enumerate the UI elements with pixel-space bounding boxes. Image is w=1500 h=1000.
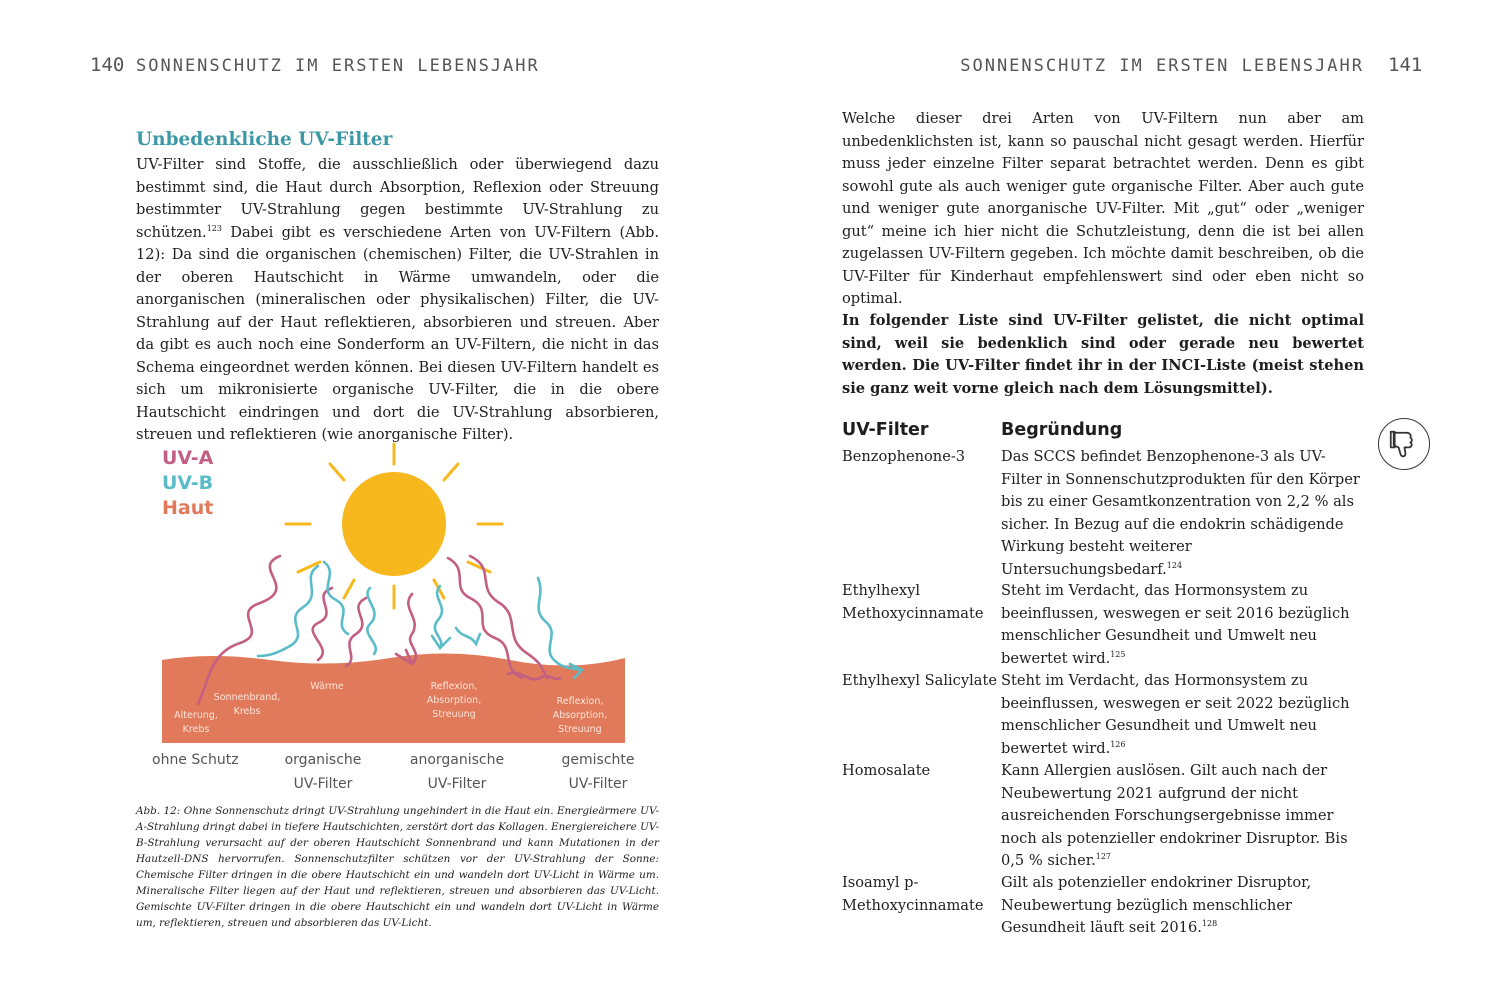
table-row-5-reason [1001, 872, 1363, 940]
table-row-3-filter: Ethylhexyl Salicylate [842, 672, 997, 689]
right-bold-paragraph: In folgender Liste sind UV-Filter gelistet, die nicht optimal sind, weil sie bedenklich sind oder gerade neu bewertet werden. Die UV-Filter findet ihr in der INCI-Liste (meist stehen sie ganz weit vorne gleich nach dem Lösungsmittel). [842, 312, 1364, 397]
table-header-filter: UV-Filter [842, 420, 929, 440]
table-row-4-filter: Homosalate [842, 762, 931, 779]
left-body-paragraph [136, 154, 659, 447]
footnote-ref: 126 [1110, 739, 1126, 749]
table-header-reason: Begründung [1001, 420, 1123, 440]
table-row-4-reason [1001, 760, 1363, 873]
reason-text: Kann Allergien auslösen. Gilt auch nach der Neubewertung 2021 aufgrund der nicht ausreichenden Forschungsergebnisse immer noch als potenzieller endokriner Disruptor. Bis 0,5 % sicher. [1001, 762, 1348, 869]
left-paragraph-part1: UV-Filter sind Stoffe, die ausschließlich oder überwiegend dazu bestimmt sind, die Haut durch Absorption, Reflexion oder Streuung bestimmter UV-Strahlung gegen bestimmte UV-Strahlung zu schützen. [136, 156, 659, 241]
table-row-5-filter: Isoamyl p-Methoxycinnamate [842, 874, 984, 914]
footnote-ref: 124 [1166, 560, 1183, 570]
right-intro-paragraph: Welche dieser drei Arten von UV-Filtern nun aber am unbedenklichsten ist, kann so pauschal nicht gesagt werden. Hierfür muss jeder einzelne Filter separat betrachtet werden. Denn es gibt sowohl gute als auch weniger gute organische Filter. Aber auch gute und weniger gute anorganische UV-Filter. Mit „gut“ oder „weniger gut“ meine ich hier nicht die Schutzleistung, denn die ist bei allen zugelassen UV-Filtern gegeben. Ich möchte damit beschreiben, ob die UV-Filter für Kinderhaut empfehlenswert sind oder eben nicht so optimal. [842, 110, 1364, 307]
legend-uva: UV-A [162, 447, 214, 469]
column-label-anorganisch: anorganische UV-Filter [409, 752, 505, 792]
table-row-1-filter: Benzophenone-3 [842, 448, 966, 465]
footnote-ref: 128 [1201, 919, 1218, 929]
sun [342, 472, 446, 576]
left-page-number: 140 [90, 54, 125, 76]
skin-label-alterung: Alterung, Krebs [174, 710, 218, 735]
skin-label-reflexion-gemischt: Reflexion, Absorption, Streuung [552, 696, 608, 735]
table-row-2-reason [1001, 580, 1363, 670]
right-running-title: SONNENSCHUTZ IM ERSTEN LEBENSJAHR [960, 56, 1364, 76]
reason-text: Gilt als potenzieller endokriner Disruptor, Neubewertung bezüglich menschlicher Gesundheit läuft seit 2016. [1001, 874, 1312, 936]
right-page-number: 141 [1388, 54, 1423, 76]
skin-label-waerme: Wärme [310, 681, 344, 692]
reason-text: Steht im Verdacht, das Hormonsystem zu beeinflussen, weswegen er seit 2022 bezüglich menschlicher Gesundheit und Umwelt neu bewertet wird. [1001, 672, 1350, 757]
column-label-organisch: organische UV-Filter [284, 752, 362, 792]
table-row-1-reason [1001, 446, 1363, 581]
skin-label-sonnenbrand: Sonnenbrand, Krebs [213, 692, 281, 717]
column-label-ohne-schutz: ohne Schutz [152, 752, 239, 768]
left-paragraph-part2: Dabei gibt es verschiedene Arten von UV-Filtern (Abb. 12): Da sind die organischen (chemischen) Filter, die UV-Strahlen in der oberen Hautschicht in Wärme umwandeln, oder die anorganischen (mineralischen oder physikalischen) Filter, die UV-Strahlung auf der Haut reflektieren, absorbieren und streuen. Aber da gibt es auch noch eine Sonderform an UV-Filtern, die nicht in das Schema eingeordnet werden können. Bei diesen UV-Filtern handelt es sich um mikronisierte organische UV-Filter, die in die obere Hautschicht eindringen und dort die UV-Strahlung absorbieren, streuen und reflektieren (wie anorganische Filter). [136, 223, 659, 443]
thumbs-down-icon [1378, 418, 1430, 470]
footnote-ref: 125 [1110, 649, 1126, 659]
figure-caption: Abb. 12: Ohne Sonnenschutz dringt UV-Strahlung ungehindert in die Haut ein. Energieärmere UV-A-Strahlung dringt dabei in tiefere Hautschichten, zerstört dort das Kollagen. Energiereichere UV-B-Strahlung verursacht auf der oberen Hautschicht Sonnenbrand und kann Mutationen in der Hautzell-DNS hervorrufen. Sonnenschutzfilter schützen vor der UV-Strahlung der Sonne: Chemische Filter dringen in die obere Hautschicht ein und wandeln dort UV-Licht in Wärme um. Mineralische Filter liegen auf der Haut und reflektieren, streuen und absorbieren das UV-Licht. Gemischte UV-Filter dringen in die obere Hautschicht ein und wandeln dort UV-Licht in Wärme um, reflektieren, streuen und absorbieren das UV-Licht. [136, 805, 659, 929]
section-title: Unbedenkliche UV-Filter [136, 129, 393, 150]
skin-label-reflexion-anorganisch: Reflexion, Absorption, Streuung [426, 681, 482, 720]
thumbs-down-glyph [1379, 419, 1428, 468]
legend-haut: Haut [162, 497, 214, 519]
footnote-ref: 123 [206, 223, 222, 233]
reason-text: Steht im Verdacht, das Hormonsystem zu beeinflussen, weswegen er seit 2016 bezüglich menschlicher Gesundheit und Umwelt neu bewertet wird. [1001, 582, 1350, 667]
footnote-ref: 127 [1095, 852, 1112, 862]
column-label-gemischt: gemischte UV-Filter [561, 752, 635, 792]
table-row-3-reason [1001, 670, 1363, 760]
legend-uvb: UV-B [162, 472, 214, 494]
reason-text: Das SCCS befindet Benzophenone-3 als UV-Filter in Sonnenschutzprodukten für den Körper bis zu einer Gesamtkonzentration von 2,2 % als sicher. In Bezug auf die endokrin schädigende Wirkung besteht weiterer Untersuchungsbedarf. [1001, 448, 1360, 578]
left-running-title: SONNENSCHUTZ IM ERSTEN LEBENSJAHR [136, 56, 540, 76]
table-row-2-filter: Ethylhexyl Methoxycinnamate [842, 582, 984, 622]
